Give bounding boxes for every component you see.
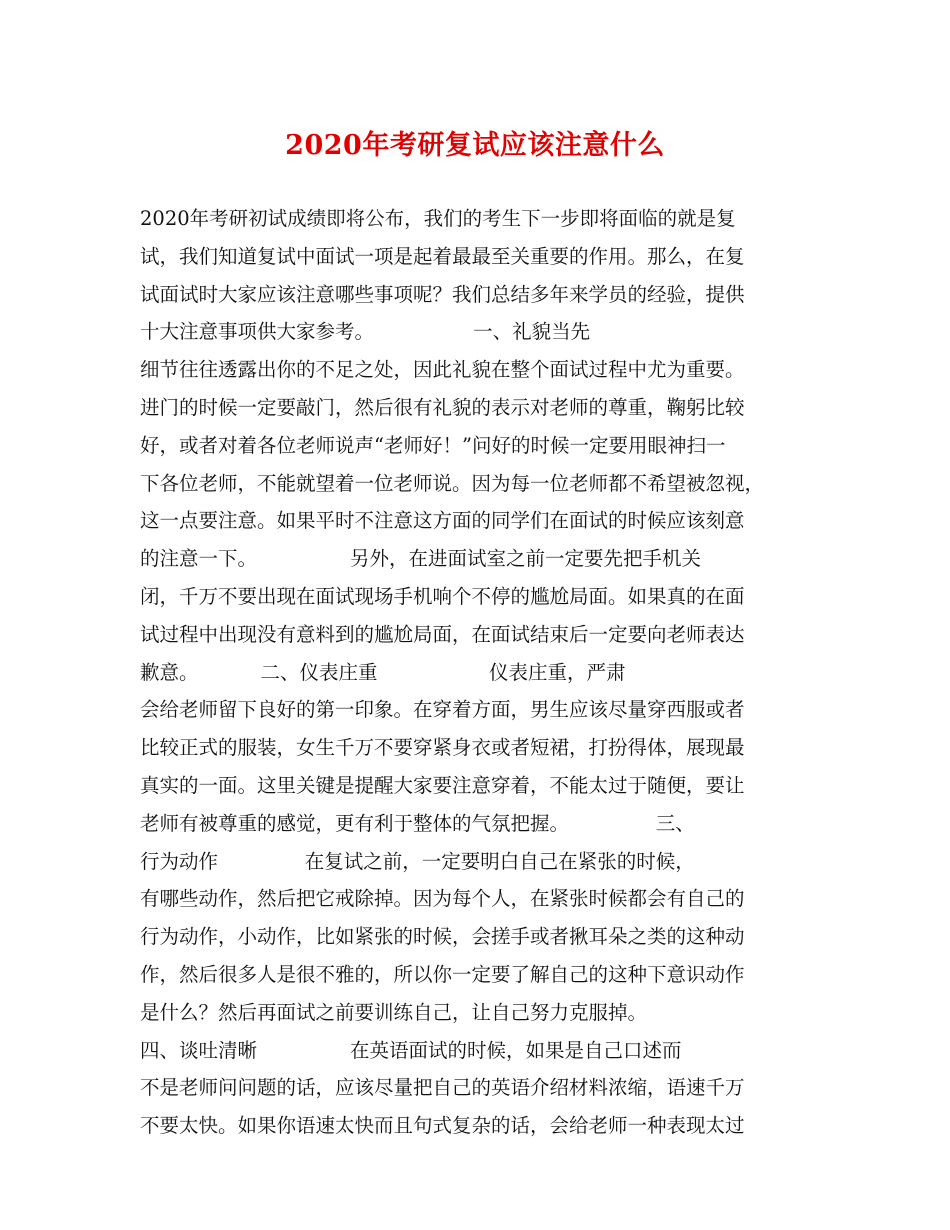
body-line: 进门的时候一定要敲门，然后很有礼貌的表示对老师的尊重，鞠躬比较 xyxy=(140,395,745,419)
body-line: 十大注意事项供大家参考。 一、礼貌当先 xyxy=(140,320,591,344)
body-line: 2020年考研初试成绩即将公布，我们的考生下一步即将面临的就是复 xyxy=(140,207,736,230)
body-line: 试，我们知道复试中面试一项是起着最最至关重要的作用。那么，在复 xyxy=(140,244,745,268)
document-title: 2020年考研复试应该注意什么 xyxy=(285,130,665,161)
body-line: 行为动作，小动作，比如紧张的时候，会搓手或者揪耳朵之类的这种动 xyxy=(140,925,745,949)
body-line: 不是老师问问题的话，应该尽量把自己的英语介绍材料浓缩，语速千万 xyxy=(140,1076,745,1100)
body-line: 有哪些动作，然后把它戒除掉。因为每个人，在紧张时候都会有自己的 xyxy=(140,887,745,911)
body-line: 这一点要注意。如果平时不注意这方面的同学们在面试的时候应该刻意 xyxy=(140,509,745,533)
body-line: 不要太快。如果你语速太快而且句式复杂的话，会给老师一种表现太过 xyxy=(140,1114,745,1138)
body-line: 闭，千万不要出现在面试现场手机响个不停的尴尬局面。如果真的在面 xyxy=(140,584,745,608)
body-line: 作，然后很多人是很不雅的，所以你一定要了解自己的这种下意识动作 xyxy=(140,962,745,986)
body-line: 好，或者对着各位老师说声“老师好！”问好的时候一定要用眼神扫一 xyxy=(140,433,726,457)
body-line: 会给老师留下良好的第一印象。在穿着方面，男生应该尽量穿西服或者 xyxy=(140,698,745,722)
body-line: 的注意一下。 另外，在进面试室之前一定要先把手机关 xyxy=(140,547,701,571)
body-line: 细节往往透露出你的不足之处，因此礼貌在整个面试过程中尤为重要。 xyxy=(140,358,745,382)
body-line: 老师有被尊重的感觉，更有利于整体的气氛把握。 三、 xyxy=(140,811,695,835)
document-body xyxy=(140,200,830,1145)
body-line: 是什么？然后再面试之前要训练自己，让自己努力克服掉。 xyxy=(140,1000,648,1024)
body-line: 真实的一面。这里关键是提醒大家要注意穿着，不能太过于随便，要让 xyxy=(140,773,745,797)
body-line: 比较正式的服装，女生千万不要穿紧身衣或者短裙，打扮得体，展现最 xyxy=(140,736,745,760)
body-line: 行为动作 在复试之前，一定要明白自己在紧张的时候， xyxy=(140,849,695,873)
body-line: 四、谈吐清晰 在英语面试的时候，如果是自己口述而 xyxy=(140,1038,682,1062)
body-line: 试面试时大家应该注意哪些事项呢？我们总结多年来学员的经验，提供 xyxy=(140,282,745,306)
body-line: 下各位老师，不能就望着一位老师说。因为每一位老师都不希望被忽视， xyxy=(140,471,765,495)
body-line: 试过程中出现没有意料到的尴尬局面，在面试结束后一定要向老师表达 xyxy=(140,622,745,646)
body-line: 歉意。 二、仪表庄重 仪表庄重，严肃 xyxy=(140,660,626,684)
